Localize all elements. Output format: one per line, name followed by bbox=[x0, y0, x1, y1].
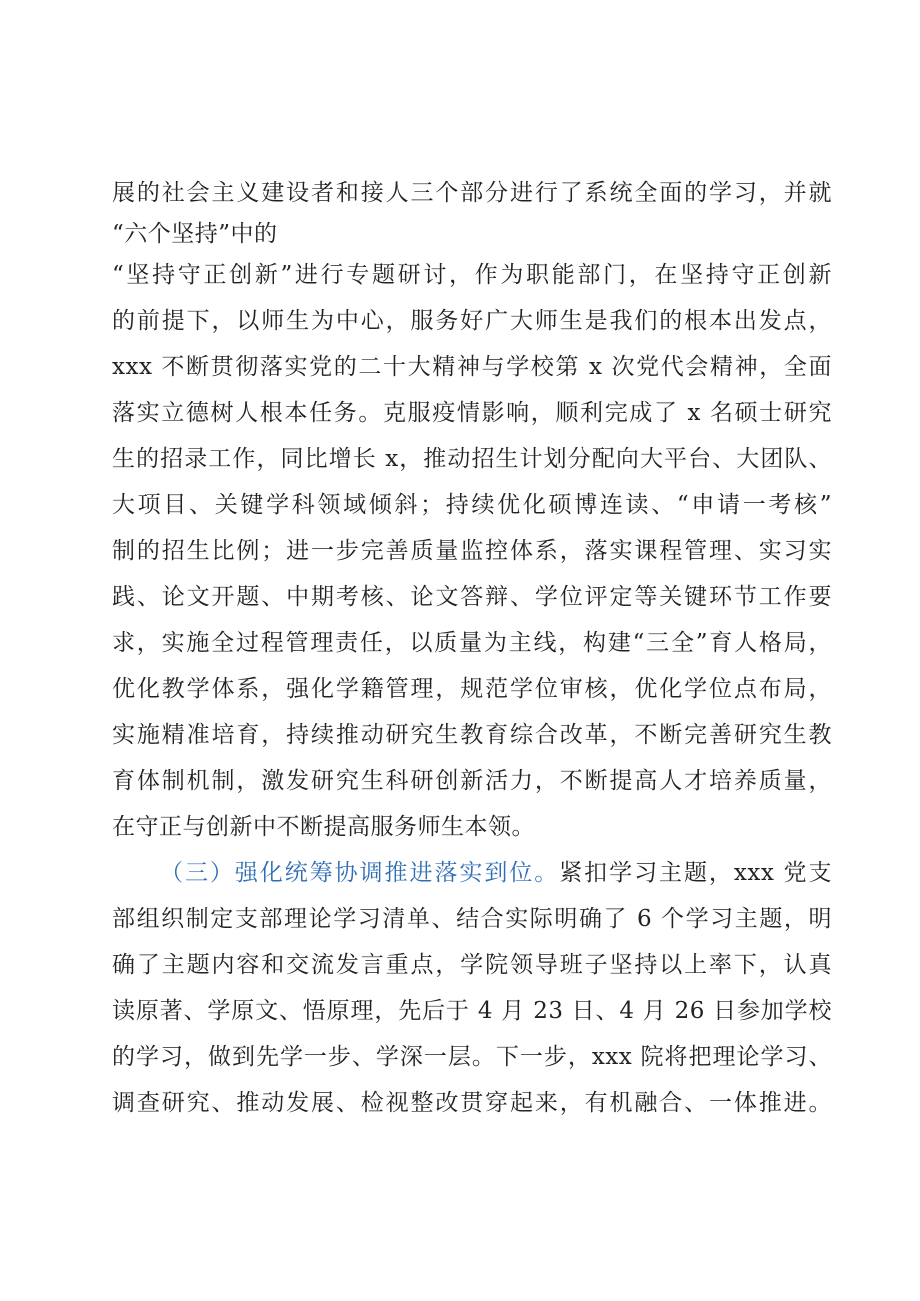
text-line: 践、论文开题、中期考核、论文答辩、学位评定等关键环节工作要 bbox=[112, 584, 832, 610]
paragraph-1 bbox=[112, 170, 832, 850]
text-line: 育体制机制，激发研究生科研创新活力，不断提高人才培养质量， bbox=[112, 768, 832, 794]
text-line: 读原著、学原文、悟原理，先后于 4 月 23 日、4 月 26 日参加学校 bbox=[112, 998, 832, 1024]
text-line: 的学习，做到先学一步、学深一层。下一步，xxx 院将把理论学习、 bbox=[112, 1044, 832, 1070]
text-line: 制的招生比例；进一步完善质量监控体系，落实课程管理、实习实 bbox=[112, 538, 832, 564]
text-line-with-heading bbox=[112, 850, 832, 896]
text-line: 大项目、关键学科领域倾斜；持续优化硕博连读、“申请一考核” bbox=[112, 492, 832, 518]
body-text bbox=[112, 170, 832, 1126]
text-line: 求，实施全过程管理责任，以质量为主线，构建“三全”育人格局， bbox=[112, 630, 832, 656]
text-line: 落实立德树人根本任务。克服疫情影响，顺利完成了 x 名硕士研究 bbox=[112, 400, 832, 426]
text-line: “六个坚持”中的 bbox=[112, 221, 278, 247]
text-line: 展的社会主义建设者和接人三个部分进行了系统全面的学习，并就 bbox=[112, 180, 832, 206]
text-line: 优化教学体系，强化学籍管理，规范学位审核，优化学位点布局， bbox=[112, 676, 832, 702]
text-line: 确了主题内容和交流发言重点，学院领导班子坚持以上率下，认真 bbox=[112, 952, 832, 978]
text-line: xxx 不断贯彻落实党的二十大精神与学校第 x 次党代会精神，全面 bbox=[112, 354, 832, 380]
text-line: 在守正与创新中不断提高服务师生本领。 bbox=[112, 814, 535, 840]
paragraph-2 bbox=[112, 850, 832, 1126]
section-heading: （三）强化统筹协调推进落实到位。 bbox=[160, 860, 560, 886]
text-line: “坚持守正创新”进行专题研讨，作为职能部门，在坚持守正创新 bbox=[112, 262, 832, 288]
text-line: 部组织制定支部理论学习清单、结合实际明确了 6 个学习主题，明 bbox=[112, 906, 832, 932]
text-fragment: 紧扣学习主题，xxx 党支 bbox=[559, 860, 832, 886]
text-line: 生的招录工作，同比增长 x，推动招生计划分配向大平台、大团队、 bbox=[112, 446, 832, 472]
text-line: 实施精准培育，持续推动研究生教育综合改革，不断完善研究生教 bbox=[112, 722, 832, 748]
text-line: 调查研究、推动发展、检视整改贯穿起来，有机融合、一体推进。 bbox=[112, 1090, 832, 1116]
text-line: 的前提下，以师生为中心，服务好广大师生是我们的根本出发点， bbox=[112, 308, 832, 334]
